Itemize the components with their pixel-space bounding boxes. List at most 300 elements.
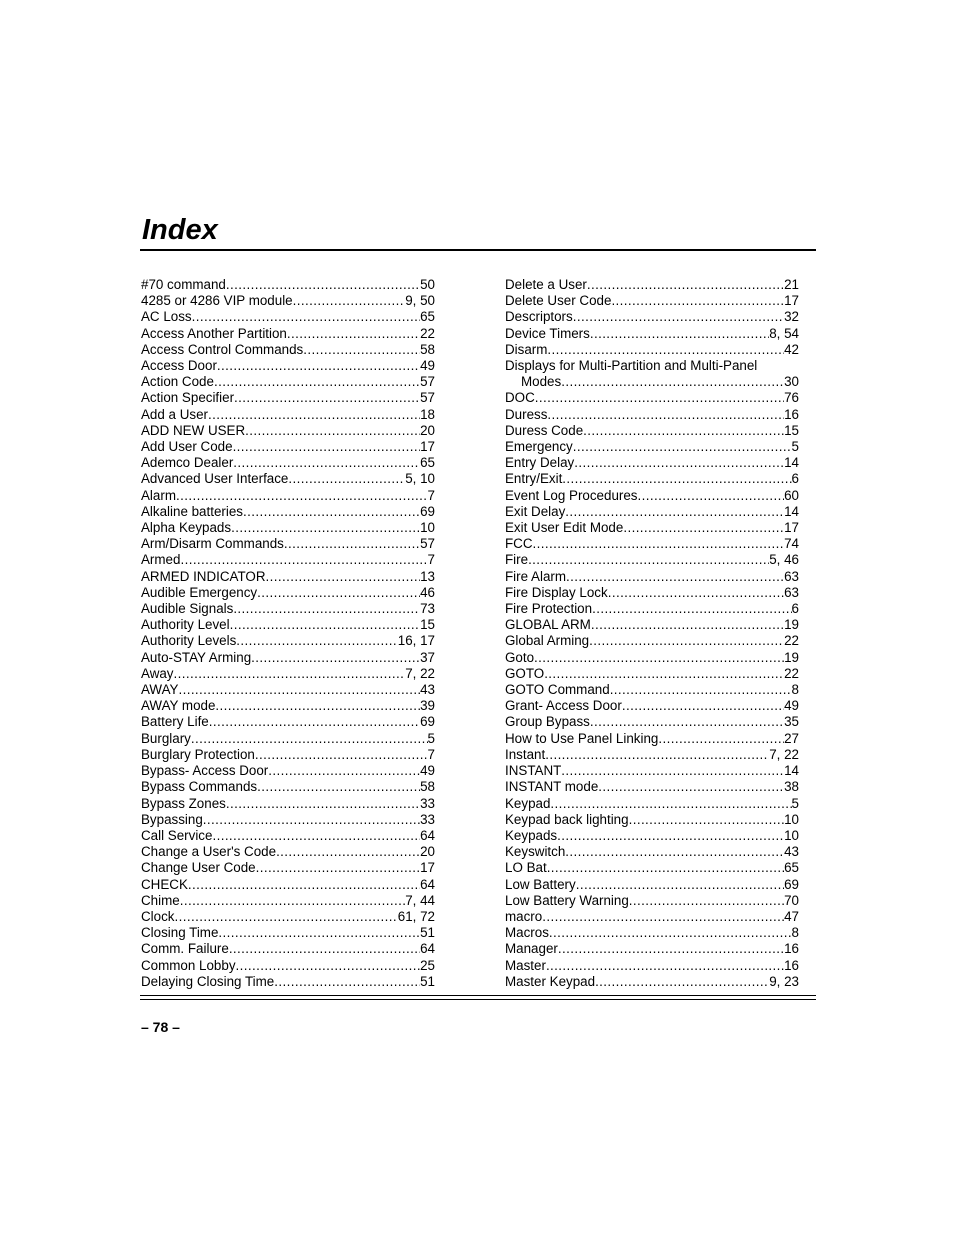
index-entry	[505, 504, 799, 520]
index-entry-pages: 69	[420, 503, 435, 519]
index-entry-term: AWAY	[141, 682, 179, 698]
bottom-rule-double	[140, 999, 816, 1000]
index-entry-term: Low Battery	[505, 876, 576, 892]
dot-leader	[236, 633, 397, 649]
dot-leader	[178, 682, 420, 698]
index-entry	[505, 488, 799, 504]
index-entry	[505, 941, 799, 957]
bottom-rule	[140, 995, 816, 996]
dot-leader	[288, 471, 405, 487]
index-entry	[505, 812, 799, 828]
dot-leader	[231, 520, 420, 536]
index-entry-term: Fire Display Lock	[505, 584, 608, 600]
index-entry-pages: 61, 72	[397, 908, 435, 924]
index-entry-pages: 15	[784, 422, 799, 438]
index-entry-pages: 20	[420, 422, 435, 438]
index-entry	[505, 309, 799, 325]
index-entry-pages: 65	[420, 309, 435, 325]
index-entry-term: Bypass- Access Door	[141, 763, 269, 779]
index-entry-term: Advanced User Interface	[141, 471, 289, 487]
index-entry-pages: 74	[784, 536, 799, 552]
index-entry-term: Access Door	[141, 358, 217, 374]
index-entry-term: GLOBAL ARM	[505, 617, 591, 633]
index-entry-term: Away	[141, 665, 174, 681]
index-entry	[505, 471, 799, 487]
index-entry-term: AWAY mode	[141, 698, 216, 714]
index-entry	[505, 455, 799, 471]
index-entry	[505, 374, 799, 390]
index-entry	[141, 828, 435, 844]
dot-leader	[236, 958, 421, 974]
dot-leader	[528, 552, 769, 568]
index-entry	[505, 617, 799, 633]
index-entry-term: Event Log Procedures	[505, 487, 638, 503]
index-entry-pages: 22	[420, 325, 435, 341]
index-entry-term: Audible Signals	[141, 601, 234, 617]
dot-leader	[266, 569, 421, 585]
index-entry-pages: 16	[784, 957, 799, 973]
index-entry	[141, 763, 435, 779]
index-entry-term: 4285 or 4286 VIP module	[141, 293, 293, 309]
index-entry	[141, 877, 435, 893]
dot-leader	[192, 309, 420, 325]
dot-leader	[274, 974, 420, 990]
index-entry	[505, 860, 799, 876]
index-entry-term: Authority Level	[141, 617, 230, 633]
index-entry-pages: 5	[427, 730, 435, 746]
index-entry-pages: 17	[420, 439, 435, 455]
dot-leader	[245, 423, 420, 439]
dot-leader	[174, 666, 406, 682]
index-entry-pages: 8, 54	[769, 325, 799, 341]
dot-leader	[557, 828, 784, 844]
index-entry-term: Grant- Access Door	[505, 698, 622, 714]
index-entry-pages: 69	[784, 876, 799, 892]
dot-leader	[622, 698, 784, 714]
dot-leader	[255, 747, 428, 763]
index-entry-pages: 7, 44	[405, 892, 435, 908]
index-entry	[141, 569, 435, 585]
index-entry-term: Entry Delay	[505, 455, 575, 471]
index-entry-term: Call Service	[141, 827, 213, 843]
index-entry-term: Action Specifier	[141, 390, 235, 406]
index-entry	[505, 974, 799, 990]
index-entry-pages: 14	[784, 455, 799, 471]
index-entry-pages: 16	[784, 941, 799, 957]
index-entry-pages: 69	[420, 714, 435, 730]
dot-leader	[234, 390, 420, 406]
index-entry-term: Action Code	[141, 374, 214, 390]
index-entry-term: Alkaline batteries	[141, 503, 243, 519]
title-underline	[140, 249, 816, 251]
index-entry	[141, 893, 435, 909]
dot-leader	[623, 520, 784, 536]
index-entry-pages: 49	[420, 358, 435, 374]
dot-leader	[251, 650, 420, 666]
index-entry-pages: 10	[420, 520, 435, 536]
index-entry-pages: 47	[784, 908, 799, 924]
index-entry-term: Emergency	[505, 439, 573, 455]
index-entry-pages: 27	[784, 730, 799, 746]
index-entry-term: Fire Alarm	[505, 568, 567, 584]
dot-leader	[534, 650, 784, 666]
index-entry-pages: 58	[420, 779, 435, 795]
index-entry-term: Fire Protection	[505, 601, 593, 617]
index-entry-pages: 33	[420, 795, 435, 811]
index-entry	[505, 779, 799, 795]
index-entry-term: Clock	[141, 908, 175, 924]
index-entry-pages: 63	[784, 584, 799, 600]
dot-leader	[284, 536, 420, 552]
dot-leader	[191, 731, 428, 747]
index-entry	[141, 390, 435, 406]
index-entry	[505, 796, 799, 812]
index-entry-term: ADD NEW USER	[141, 422, 246, 438]
dot-leader	[562, 471, 791, 487]
index-entry-term: Delete User Code	[505, 293, 612, 309]
index-entry	[141, 423, 435, 439]
dot-leader	[226, 277, 420, 293]
dot-leader	[558, 941, 784, 957]
index-entry-term: Chime	[141, 892, 180, 908]
index-entry-pages: 49	[420, 763, 435, 779]
index-entry-term: Global Arming	[505, 633, 590, 649]
dot-leader	[287, 326, 420, 342]
index-entry-pages: 6	[791, 471, 799, 487]
index-entry-pages: 17	[420, 860, 435, 876]
index-entry-pages: 14	[784, 763, 799, 779]
index-entry-pages: 7, 22	[405, 665, 435, 681]
index-entry-pages: 5	[791, 439, 799, 455]
index-entry-pages: 60	[784, 487, 799, 503]
index-entry-pages: 16, 17	[397, 633, 435, 649]
dot-leader	[590, 326, 769, 342]
index-entry-term: Exit Delay	[505, 503, 566, 519]
index-entry	[505, 714, 799, 730]
index-entry-pages: 21	[784, 277, 799, 292]
index-entry-pages: 50	[420, 277, 435, 292]
index-entry-term: Modes	[521, 374, 562, 390]
index-entry	[505, 666, 799, 682]
index-entry-pages: 38	[784, 779, 799, 795]
index-entry-term: Fire	[505, 552, 529, 568]
index-entry-term: CHECK	[141, 876, 188, 892]
index-entry-pages: 5, 10	[405, 471, 435, 487]
index-entry-term: Bypassing	[141, 811, 203, 827]
index-entry-pages: 10	[784, 811, 799, 827]
index-entry	[141, 860, 435, 876]
dot-leader	[583, 423, 784, 439]
dot-leader	[212, 828, 420, 844]
index-entry-term: Keypad back lighting	[505, 811, 629, 827]
index-entry-term: Duress Code	[505, 422, 584, 438]
index-entry-pages: 18	[420, 406, 435, 422]
index-entry	[141, 504, 435, 520]
index-entry-pages: 63	[784, 568, 799, 584]
index-entry-pages: 46	[420, 584, 435, 600]
index-entry-term: GOTO Command	[505, 682, 610, 698]
index-entry-term: ARMED INDICATOR	[141, 568, 266, 584]
index-entry-pages: 17	[784, 520, 799, 536]
index-entry-term: Audible Emergency	[141, 584, 258, 600]
index-entry	[141, 731, 435, 747]
dot-leader	[566, 569, 784, 585]
index-entry	[141, 779, 435, 795]
index-entry	[505, 747, 799, 763]
index-entry-pages: 19	[784, 649, 799, 665]
dot-leader	[550, 796, 791, 812]
index-entry-term: How to Use Panel Linking	[505, 730, 659, 746]
dot-leader	[587, 277, 784, 293]
dot-leader	[546, 958, 784, 974]
dot-leader	[256, 860, 420, 876]
index-entry	[141, 455, 435, 471]
dot-leader	[233, 439, 421, 455]
index-entry-term: Exit User Edit Mode	[505, 520, 624, 536]
index-entry-term: Arm/Disarm Commands	[141, 536, 284, 552]
index-entry-pages: 15	[420, 617, 435, 633]
dot-leader	[573, 309, 784, 325]
dot-leader	[561, 763, 784, 779]
dot-leader	[174, 909, 397, 925]
dot-leader	[573, 439, 792, 455]
index-entry	[141, 844, 435, 860]
dot-leader	[535, 390, 784, 406]
index-entry-term: FCC	[505, 536, 533, 552]
index-entry	[141, 358, 435, 374]
index-entry-term: Burglary Protection	[141, 746, 255, 762]
dot-leader	[176, 488, 428, 504]
dot-leader	[549, 925, 792, 941]
index-entry-pages: 10	[784, 827, 799, 843]
index-entry-pages: 13	[420, 568, 435, 584]
dot-leader	[590, 714, 784, 730]
index-entry	[141, 601, 435, 617]
index-entry	[141, 374, 435, 390]
index-entry-pages: 30	[784, 374, 799, 390]
dot-leader	[638, 488, 785, 504]
dot-leader	[547, 342, 784, 358]
index-entry	[505, 407, 799, 423]
index-entry	[505, 536, 799, 552]
index-entry-pages: 7	[427, 487, 435, 503]
dot-leader	[608, 585, 784, 601]
index-entry-term: Add a User	[141, 406, 208, 422]
index-entry-pages: 76	[784, 390, 799, 406]
index-entry-term: Master Keypad	[505, 973, 596, 989]
index-entry-term: INSTANT mode	[505, 779, 599, 795]
index-entry	[141, 747, 435, 763]
index-entry-term: Device Timers	[505, 325, 590, 341]
index-entry-pages: 65	[420, 455, 435, 471]
index-entry-term: Keypads	[505, 827, 558, 843]
index-entry-pages: 73	[420, 601, 435, 617]
index-entry-pages: 7	[427, 552, 435, 568]
dot-leader	[180, 893, 406, 909]
dot-leader	[629, 812, 785, 828]
dot-leader	[180, 552, 427, 568]
index-entry-pages: 5, 46	[769, 552, 799, 568]
index-entry	[505, 326, 799, 342]
index-entry-pages: 9, 23	[769, 973, 799, 989]
index-entry	[505, 682, 799, 698]
dot-leader	[574, 455, 784, 471]
index-entry-pages: 57	[420, 390, 435, 406]
dot-leader	[208, 407, 420, 423]
index-entry	[141, 342, 435, 358]
index-entry	[141, 552, 435, 568]
index-entry-pages: 8	[791, 925, 799, 941]
index-entry-term: Group Bypass	[505, 714, 590, 730]
dot-leader	[565, 844, 784, 860]
index-entry-term: Bypass Commands	[141, 779, 258, 795]
index-entry	[505, 390, 799, 406]
index-entry-term-line: Displays for Multi-Partition and Multi-Panel	[505, 358, 758, 374]
dot-leader	[233, 601, 420, 617]
index-entry-term: Duress	[505, 406, 548, 422]
index-entry	[141, 941, 435, 957]
index-entry-pages: 58	[420, 341, 435, 357]
index-entry	[505, 277, 799, 293]
index-entry-term: #70 command	[141, 277, 226, 292]
dot-leader	[257, 779, 420, 795]
index-entry	[141, 471, 435, 487]
index-entry-pages: 35	[784, 714, 799, 730]
index-entry	[505, 763, 799, 779]
index-entry	[141, 520, 435, 536]
dot-leader	[226, 796, 420, 812]
index-entry-pages: 51	[420, 973, 435, 989]
index-entry-term: Battery Life	[141, 714, 209, 730]
index-column-left	[141, 277, 435, 990]
index-entry	[141, 650, 435, 666]
index-entry-pages: 33	[420, 811, 435, 827]
index-entry	[141, 536, 435, 552]
index-entry	[505, 844, 799, 860]
dot-leader	[565, 504, 784, 520]
dot-leader	[547, 407, 784, 423]
index-entry	[141, 974, 435, 990]
dot-leader	[243, 504, 420, 520]
index-entry-term: Comm. Failure	[141, 941, 229, 957]
index-entry-term: Keyswitch	[505, 844, 566, 860]
index-entry	[141, 439, 435, 455]
index-entry-pages: 65	[784, 860, 799, 876]
index-entry	[141, 326, 435, 342]
index-entry-pages: 37	[420, 649, 435, 665]
dot-leader	[542, 909, 784, 925]
index-entry-term: Common Lobby	[141, 957, 236, 973]
dot-leader	[595, 974, 769, 990]
index-entry-pages: 43	[784, 844, 799, 860]
index-entry-term: Low Battery Warning	[505, 892, 629, 908]
index-entry-term: Auto-STAY Arming	[141, 649, 252, 665]
dot-leader	[203, 812, 420, 828]
index-entry	[505, 342, 799, 358]
index-entry	[505, 520, 799, 536]
index-entry-term: Instant	[505, 746, 546, 762]
index-entry-pages: 32	[784, 309, 799, 325]
index-entry-term: DOC	[505, 390, 535, 406]
index-entry-term: Macros	[505, 925, 549, 941]
dot-leader	[576, 877, 784, 893]
dot-leader	[276, 844, 420, 860]
index-entry	[505, 828, 799, 844]
index-entry-pages: 57	[420, 374, 435, 390]
index-entry-term: Burglary	[141, 730, 191, 746]
dot-leader	[229, 941, 420, 957]
index-entry-term: Ademco Dealer	[141, 455, 234, 471]
index-entry-pages: 57	[420, 536, 435, 552]
index-entry	[141, 277, 435, 293]
index-entry	[141, 925, 435, 941]
index-entry-term: Disarm	[505, 341, 548, 357]
index-entry-pages: 49	[784, 698, 799, 714]
index-entry	[141, 812, 435, 828]
dot-leader	[611, 293, 784, 309]
index-entry	[505, 958, 799, 974]
index-entry-term: Goto	[505, 649, 535, 665]
dot-leader	[533, 536, 785, 552]
index-entry-term: AC Loss	[141, 309, 192, 325]
index-entry	[141, 682, 435, 698]
index-entry	[505, 893, 799, 909]
index-entry-pages: 64	[420, 876, 435, 892]
index-entry	[141, 698, 435, 714]
index-entry-term: Access Another Partition	[141, 325, 287, 341]
dot-leader	[303, 342, 420, 358]
index-entry	[141, 309, 435, 325]
dot-leader	[598, 779, 784, 795]
index-entry-pages: 39	[420, 698, 435, 714]
index-entry-pages: 7, 22	[769, 746, 799, 762]
index-entry-term: Add User Code	[141, 439, 233, 455]
index-entry	[141, 617, 435, 633]
dot-leader	[545, 747, 769, 763]
index-entry-pages: 64	[420, 827, 435, 843]
index-entry	[141, 666, 435, 682]
index-entry-term: Closing Time	[141, 925, 219, 941]
dot-leader	[209, 714, 420, 730]
index-entry-pages: 17	[784, 293, 799, 309]
index-entry-pages: 51	[420, 925, 435, 941]
index-entry-term: Delaying Closing Time	[141, 973, 275, 989]
index-entry	[141, 958, 435, 974]
index-entry	[505, 569, 799, 585]
dot-leader	[257, 585, 420, 601]
index-entry	[141, 714, 435, 730]
dot-leader	[188, 877, 420, 893]
dot-leader	[215, 698, 420, 714]
index-entry-term: Entry/Exit	[505, 471, 563, 487]
dot-leader	[544, 666, 784, 682]
index-entry-term: LO Bat	[505, 860, 547, 876]
index-entry	[505, 423, 799, 439]
index-entry-term: Authority Levels	[141, 633, 237, 649]
dot-leader	[610, 682, 792, 698]
page-title: Index	[142, 214, 218, 246]
index-entry	[505, 650, 799, 666]
index-entry-pages: 14	[784, 503, 799, 519]
index-entry-term: INSTANT	[505, 763, 562, 779]
index-entry-pages: 25	[420, 957, 435, 973]
index-entry	[505, 698, 799, 714]
index-entry-pages: 19	[784, 617, 799, 633]
dot-leader	[214, 374, 420, 390]
index-entry	[505, 552, 799, 568]
index-entry	[141, 407, 435, 423]
dot-leader	[591, 617, 784, 633]
